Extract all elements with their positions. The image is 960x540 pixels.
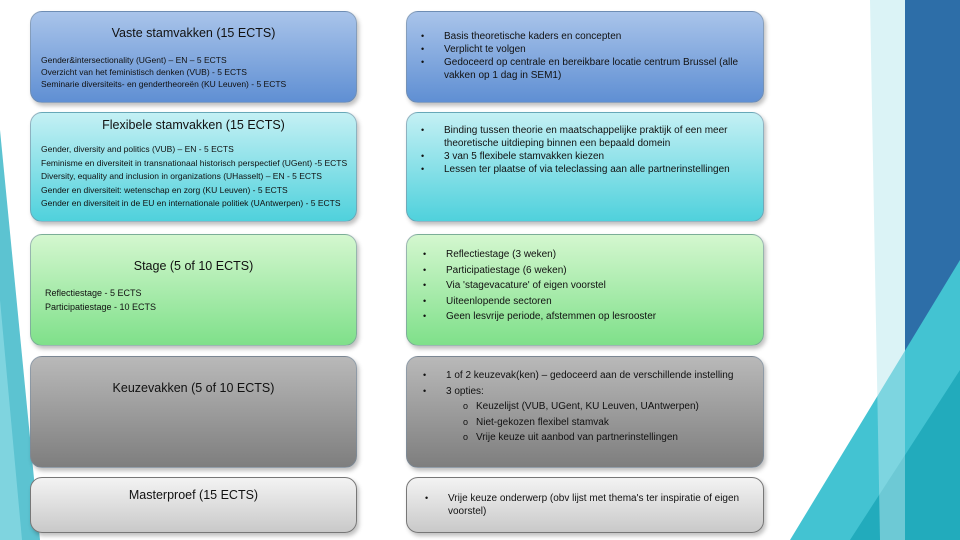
course-list — [41, 54, 286, 90]
course-item: Gender&intersectionality (UGent) – EN – 5 ECTS — [41, 55, 227, 65]
box-title: Keuzevakken (5 of 10 ECTS) — [112, 381, 275, 395]
box-title: Vaste stamvakken (15 ECTS) — [111, 26, 276, 40]
info-sub-bullet: o Keuzelijst (VUB, UGent, KU Leuven, UAntwerpen) — [419, 399, 749, 415]
info-bullet: • Gedoceerd op centrale en bereikbare locatie centrum Brussel (alle vakken op 1 dag in SEM1) — [417, 56, 747, 82]
info-bullet: • Uiteenlopende sectoren — [419, 294, 749, 310]
info-list — [419, 247, 749, 325]
info-sub-bullet: o Vrije keuze uit aanbod van partnerinstellingen — [419, 430, 749, 446]
info-bullet: • Basis theoretische kaders en concepten — [417, 30, 747, 43]
right-teal-shape — [790, 260, 960, 540]
info-sub-bullet: o Niet-gekozen flexibel stamvak — [419, 415, 749, 431]
keuzevakken-box — [30, 356, 357, 468]
masterproef-info-box — [406, 477, 764, 533]
right-teal-shape-dark — [850, 370, 960, 540]
info-list — [417, 124, 747, 176]
course-list — [45, 286, 156, 314]
course-item: Overzicht van het feministisch denken (VUB) - 5 ECTS — [41, 67, 247, 77]
flexibele-stamvakken-info-box — [406, 112, 764, 222]
info-list — [417, 30, 747, 82]
stage-info-box — [406, 234, 764, 346]
vaste-stamvakken-info-box — [406, 11, 764, 103]
box-title: Stage (5 of 10 ECTS) — [133, 259, 254, 273]
course-item: Gender en diversiteit: wetenschap en zorg (KU Leuven) - 5 ECTS — [41, 184, 288, 195]
box-title: Masterproef (15 ECTS) — [128, 488, 259, 502]
vaste-stamvakken-box — [30, 11, 357, 103]
flexibele-stamvakken-box — [30, 112, 357, 222]
masterproef-box — [30, 477, 357, 533]
info-bullet: • Lessen ter plaatse of via teleclassing aan alle partnerinstellingen — [417, 163, 747, 176]
course-item: Reflectiestage - 5 ECTS — [45, 288, 142, 298]
course-item: Seminarie diversiteits- en gendertheoreën (KU Leuven) - 5 ECTS — [41, 79, 287, 89]
stage-box — [30, 234, 357, 346]
info-bullet: • Vrije keuze onderwerp (obv lijst met thema's ter inspiratie of eigen voorstel) — [421, 492, 761, 518]
info-bullet: • 3 van 5 flexibele stamvakken kiezen — [417, 150, 747, 163]
info-list — [421, 492, 761, 518]
course-item: Participatiestage - 10 ECTS — [45, 302, 157, 312]
info-bullet: • Binding tussen theorie en maatschappelijke praktijk of een meer theoretische uitdieping binnen een bepaald domein — [417, 124, 747, 150]
info-bullet: • Verplicht te volgen — [417, 43, 747, 56]
course-item: Feminisme en diversiteit in transnationaal historisch perspectief (UGent) -5 ECTS — [41, 157, 348, 168]
info-bullet: • Via 'stagevacature' of eigen voorstel — [419, 278, 749, 294]
info-list — [419, 368, 749, 446]
right-light-shape — [870, 0, 905, 540]
info-bullet: • 1 of 2 keuzevak(ken) – gedoceerd aan de verschillende instelling — [419, 368, 749, 384]
course-list — [41, 143, 347, 211]
course-item: Diversity, equality and inclusion in organizations (UHasselt) – EN - 5 ECTS — [41, 171, 322, 181]
info-bullet: • Geen lesvrije periode, afstemmen op lesrooster — [419, 309, 749, 325]
course-item: Gender en diversiteit in de EU en internationale politiek (UAntwerpen) - 5 ECTS — [41, 198, 341, 208]
keuzevakken-info-box — [406, 356, 764, 468]
info-bullet: • Participatiestage (6 weken) — [419, 263, 749, 279]
course-item: Gender, diversity and politics (VUB) – EN - 5 ECTS — [41, 144, 234, 154]
left-teal-shape-light — [0, 300, 22, 540]
box-title: Flexibele stamvakken (15 ECTS) — [102, 118, 285, 132]
info-bullet: • 3 opties: — [419, 384, 749, 400]
info-bullet: • Reflectiestage (3 weken) — [419, 247, 749, 263]
right-blue-band — [905, 0, 960, 540]
